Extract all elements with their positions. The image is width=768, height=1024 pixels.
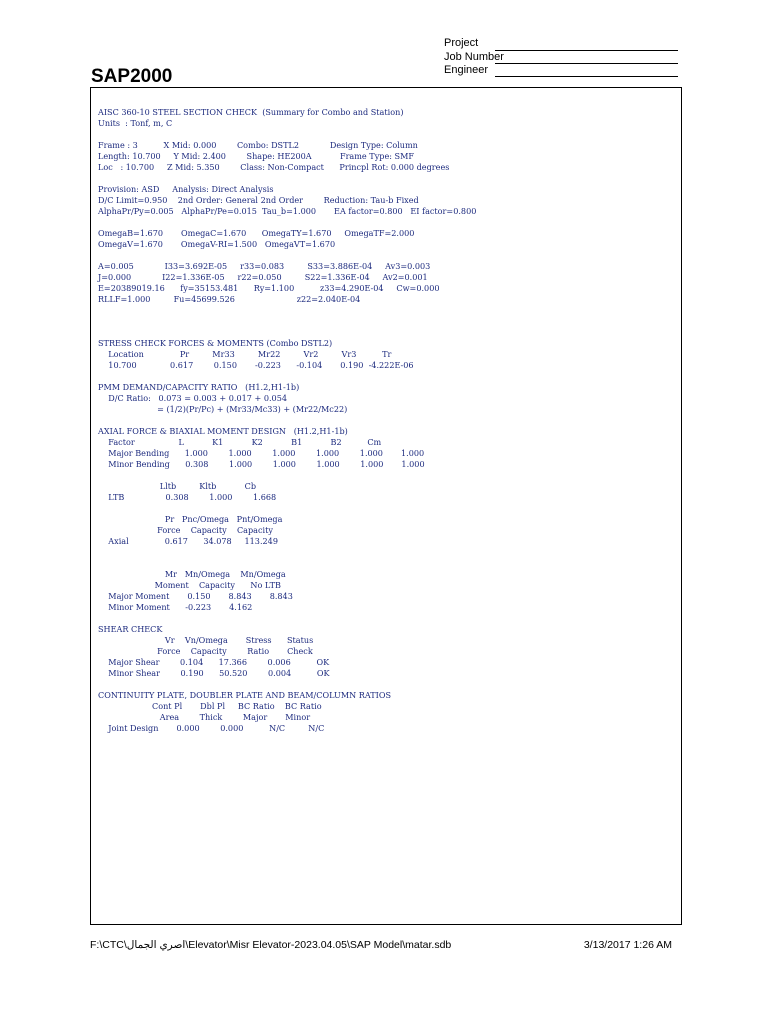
report-line: Major Shear 0.104 17.366 0.006 OK <box>98 657 330 667</box>
report-line: D/C Ratio: 0.073 = 0.003 + 0.017 + 0.054 <box>98 393 288 403</box>
report-line <box>98 173 476 184</box>
report-line <box>98 305 476 316</box>
report-line: Minor Moment -0.223 4.162 <box>98 602 253 612</box>
report-line: AXIAL FORCE & BIAXIAL MOMENT DESIGN (H1.2,H1-1b) <box>98 426 348 436</box>
report-line <box>98 558 476 569</box>
report-line <box>98 371 476 382</box>
report-line: Units : Tonf, m, C <box>98 118 173 128</box>
report-line: Location Pr Mr33 Mr22 Vr2 Vr3 Tr <box>98 349 392 359</box>
print-date: 3/13/2017 1:26 AM <box>583 939 672 951</box>
report-line <box>98 327 476 338</box>
job-number-label: Job Number <box>444 51 504 63</box>
report-line <box>98 415 476 426</box>
report-line: SHEAR CHECK <box>98 624 163 634</box>
report-line <box>98 679 476 690</box>
report-line: 10.700 0.617 0.150 -0.223 -0.104 0.190 -4.222E-06 <box>98 360 414 370</box>
report-line: RLLF=1.000 Fu=45699.526 z22=2.040E-04 <box>98 294 361 304</box>
report-line <box>98 547 476 558</box>
report-line: Minor Bending 0.308 1.000 1.000 1.000 1.000 1.000 <box>98 459 425 469</box>
report-line: Major Bending 1.000 1.000 1.000 1.000 1.000 1.000 <box>98 448 425 458</box>
report-line: Loc : 10.700 Z Mid: 5.350 Class: Non-Compact Princpl Rot: 0.000 degrees <box>98 162 450 172</box>
report-line: D/C Limit=0.950 2nd Order: General 2nd Order Reduction: Tau-b Fixed <box>98 195 419 205</box>
job-number-field-line <box>495 63 678 64</box>
report-line: Provision: ASD Analysis: Direct Analysis <box>98 184 274 194</box>
report-line: Mr Mn/Omega Mn/Omega <box>98 569 286 579</box>
engineer-field-line <box>495 76 678 77</box>
report-line: = (1/2)(Pr/Pc) + (Mr33/Mc33) + (Mr22/Mc22) <box>98 404 348 414</box>
app-brand-title: SAP2000 <box>91 66 173 87</box>
report-line: Cont Pl Dbl Pl BC Ratio BC Ratio <box>98 701 322 711</box>
report-line: Area Thick Major Minor <box>98 712 311 722</box>
report-line: Frame : 3 X Mid: 0.000 Combo: DSTL2 Design Type: Column <box>98 140 418 150</box>
report-line: Major Moment 0.150 8.843 8.843 <box>98 591 293 601</box>
report-line <box>98 470 476 481</box>
report-line: Lltb Kltb Cb <box>98 481 257 491</box>
report-line: OmegaB=1.670 OmegaC=1.670 OmegaTY=1.670 OmegaTF=2.000 <box>98 228 415 238</box>
report-line: Axial 0.617 34.078 113.249 <box>98 536 278 546</box>
report-line: AISC 360-10 STEEL SECTION CHECK (Summary for Combo and Station) <box>98 107 404 117</box>
steel-check-report <box>98 107 476 734</box>
report-line: AlphaPr/Py=0.005 AlphaPr/Pe=0.015 Tau_b=1.000 EA factor=0.800 EI factor=0.800 <box>98 206 477 216</box>
report-line: STRESS CHECK FORCES & MOMENTS (Combo DSTL2) <box>98 338 333 348</box>
report-line: OmegaV=1.670 OmegaV-RI=1.500 OmegaVT=1.670 <box>98 239 336 249</box>
report-line <box>98 250 476 261</box>
report-line <box>98 503 476 514</box>
report-line: CONTINUITY PLATE, DOUBLER PLATE AND BEAM/COLUMN RATIOS <box>98 690 392 700</box>
report-line: Length: 10.700 Y Mid: 2.400 Shape: HE200A Frame Type: SMF <box>98 151 414 161</box>
report-line: Factor L K1 K2 B1 B2 Cm <box>98 437 382 447</box>
file-path: F:\CTC\اصري الجمال\Elevator\Misr Elevator-2023.04.05\SAP Model\matar.sdb <box>90 939 452 951</box>
report-line: E=20389019.16 fy=35153.481 Ry=1.100 z33=4.290E-04 Cw=0.000 <box>98 283 440 293</box>
report-line: Moment Capacity No LTB <box>98 580 281 590</box>
report-line <box>98 217 476 228</box>
report-line: Minor Shear 0.190 50.520 0.004 OK <box>98 668 330 678</box>
report-line: Vr Vn/Omega Stress Status <box>98 635 314 645</box>
report-line: LTB 0.308 1.000 1.668 <box>98 492 277 502</box>
report-line <box>98 316 476 327</box>
report-line: A=0.005 I33=3.692E-05 r33=0.083 S33=3.886E-04 Av3=0.003 <box>98 261 431 271</box>
project-label: Project <box>444 37 479 49</box>
report-line: Force Capacity Ratio Check <box>98 646 313 656</box>
report-line <box>98 129 476 140</box>
project-field-line <box>495 50 678 51</box>
report-line: J=0.000 I22=1.336E-05 r22=0.050 S22=1.336E-04 Av2=0.001 <box>98 272 428 282</box>
report-line <box>98 613 476 624</box>
report-line: Pr Pnc/Omega Pnt/Omega <box>98 514 283 524</box>
report-line: Force Capacity Capacity <box>98 525 273 535</box>
engineer-label: Engineer <box>444 64 489 76</box>
report-line: Joint Design 0.000 0.000 N/C N/C <box>98 723 325 733</box>
report-line: PMM DEMAND/CAPACITY RATIO (H1.2,H1-1b) <box>98 382 300 392</box>
